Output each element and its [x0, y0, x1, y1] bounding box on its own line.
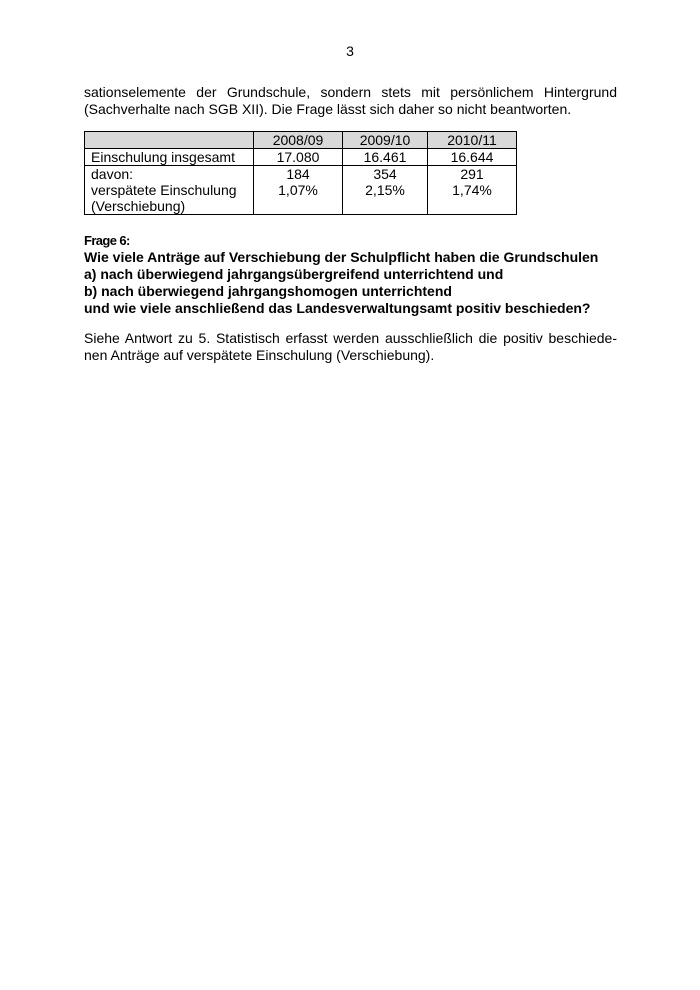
table-row: [85, 149, 517, 166]
intro-paragraph: [84, 84, 617, 118]
page-number: 3: [346, 43, 354, 59]
cell-percent: 1,07%: [278, 182, 318, 198]
table-header-year: 2010/11: [428, 132, 517, 149]
question-text: [84, 249, 624, 317]
table-header-year: 2009/10: [343, 132, 428, 149]
row-label-line: davon:: [91, 166, 134, 182]
row-label-line: verspätete Einschulung: [91, 182, 237, 198]
question-heading: Frage 6:: [84, 233, 130, 248]
table-row: [85, 166, 517, 215]
table-cell: 16.461: [343, 149, 428, 166]
intro-line: sationselemente der Grundschule, sondern stets mit persönlichem Hintergrund: [84, 84, 617, 100]
table-header-row: [85, 132, 517, 149]
table-cell: 16.644: [428, 149, 517, 166]
table-header-year: 2008/09: [254, 132, 343, 149]
table-cell: 17.080: [254, 149, 343, 166]
answer-line: nen Anträge auf verspätete Einschulung (Verschiebung).: [84, 347, 435, 363]
row-label-line: (Verschiebung): [91, 198, 186, 214]
question-line: b) nach überwiegend jahrgangshomogen unterrichtend: [84, 283, 452, 299]
row-label: Einschulung insgesamt: [85, 149, 254, 166]
cell-count: 291: [460, 166, 484, 182]
answer-paragraph: [84, 330, 617, 364]
table-header-blank: [85, 132, 254, 149]
answer-line: Siehe Antwort zu 5. Statistisch erfasst werden ausschließlich die positiv beschiede-: [84, 330, 617, 346]
row-label: [85, 166, 254, 215]
question-line: und wie viele anschließend das Landesverwaltungsamt positiv beschieden?: [84, 300, 591, 316]
cell-percent: 1,74%: [452, 182, 492, 198]
question-line: a) nach überwiegend jahrgangsübergreifend unterrichtend und: [84, 266, 504, 282]
table-cell: [428, 166, 517, 215]
cell-count: 184: [286, 166, 310, 182]
enrollment-table: [84, 131, 517, 215]
cell-percent: 2,15%: [365, 182, 405, 198]
question-line: Wie viele Anträge auf Verschiebung der Schulpflicht haben die Grundschulen: [84, 249, 599, 265]
cell-count: 354: [373, 166, 397, 182]
intro-line: (Sachverhalte nach SGB XII). Die Frage lässt sich daher so nicht beantworten.: [84, 101, 572, 117]
table-cell: [254, 166, 343, 215]
table-cell: [343, 166, 428, 215]
